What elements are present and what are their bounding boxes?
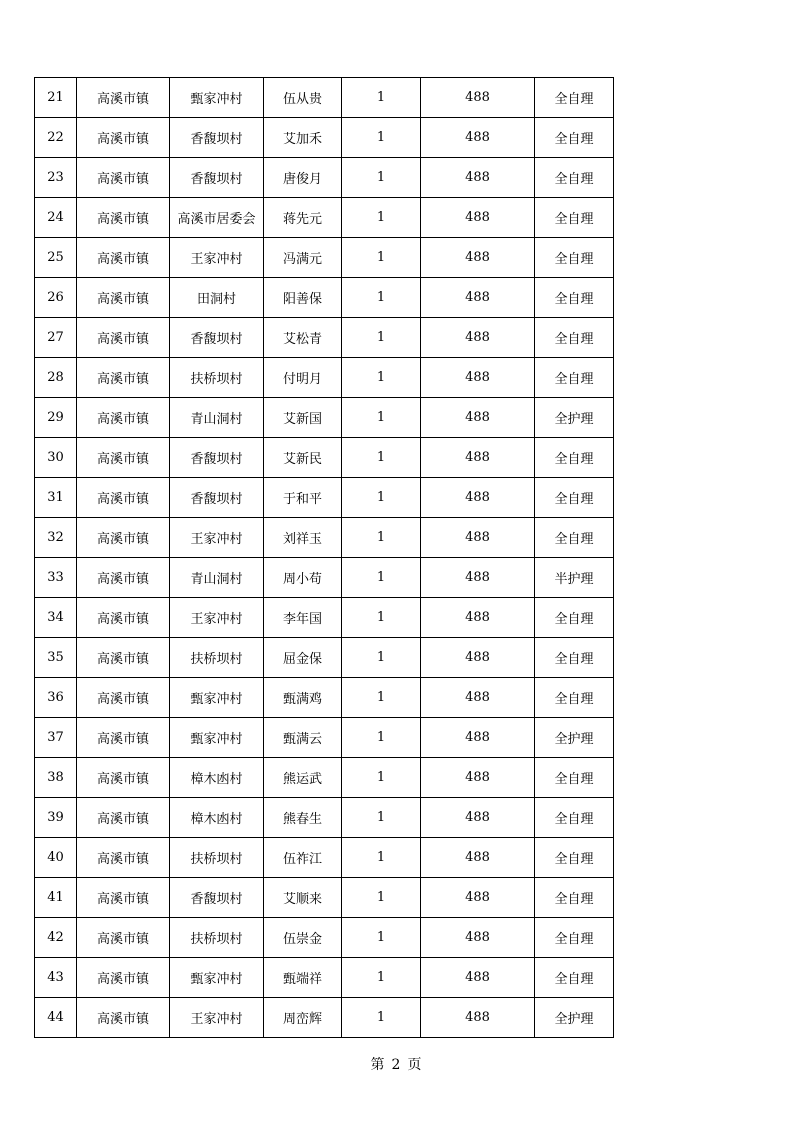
amount-cell: 488: [421, 398, 535, 438]
name-cell: 付明月: [264, 358, 342, 398]
village-cell: 王家冲村: [170, 238, 264, 278]
name-cell: 唐俊月: [264, 158, 342, 198]
table-row: [35, 518, 614, 558]
care-type-cell: 全护理: [535, 398, 614, 438]
amount-cell: 488: [421, 718, 535, 758]
care-type-cell: 半护理: [535, 558, 614, 598]
name-cell: 伍祚江: [264, 838, 342, 878]
town-cell: 高溪市镇: [77, 838, 170, 878]
care-type-cell: 全自理: [535, 518, 614, 558]
village-cell: 甄家冲村: [170, 718, 264, 758]
table-row: [35, 918, 614, 958]
village-cell: 扶桥坝村: [170, 838, 264, 878]
count-cell: 1: [342, 478, 421, 518]
care-type-cell: 全护理: [535, 718, 614, 758]
amount-cell: 488: [421, 238, 535, 278]
table-row: [35, 678, 614, 718]
care-type-cell: 全自理: [535, 158, 614, 198]
count-cell: 1: [342, 558, 421, 598]
town-cell: 高溪市镇: [77, 758, 170, 798]
town-cell: 高溪市镇: [77, 118, 170, 158]
count-cell: 1: [342, 638, 421, 678]
table-row: [35, 718, 614, 758]
count-cell: 1: [342, 518, 421, 558]
care-type-cell: 全自理: [535, 318, 614, 358]
name-cell: 艾松青: [264, 318, 342, 358]
roster-body: [35, 78, 614, 1038]
care-type-cell: 全自理: [535, 278, 614, 318]
care-type-cell: 全自理: [535, 678, 614, 718]
name-cell: 阳善保: [264, 278, 342, 318]
count-cell: 1: [342, 118, 421, 158]
name-cell: 熊运武: [264, 758, 342, 798]
count-cell: 1: [342, 438, 421, 478]
amount-cell: 488: [421, 758, 535, 798]
serial-cell: 24: [35, 198, 77, 238]
amount-cell: 488: [421, 278, 535, 318]
village-cell: 甄家冲村: [170, 958, 264, 998]
care-type-cell: 全自理: [535, 238, 614, 278]
serial-cell: 21: [35, 78, 77, 118]
table-row: [35, 958, 614, 998]
name-cell: 伍崇金: [264, 918, 342, 958]
village-cell: 香馥坝村: [170, 878, 264, 918]
village-cell: 甄家冲村: [170, 78, 264, 118]
count-cell: 1: [342, 238, 421, 278]
table-row: [35, 118, 614, 158]
name-cell: 艾加禾: [264, 118, 342, 158]
serial-cell: 43: [35, 958, 77, 998]
name-cell: 冯满元: [264, 238, 342, 278]
name-cell: 周峦辉: [264, 998, 342, 1038]
table-row: [35, 998, 614, 1038]
town-cell: 高溪市镇: [77, 998, 170, 1038]
care-type-cell: 全护理: [535, 998, 614, 1038]
count-cell: 1: [342, 878, 421, 918]
count-cell: 1: [342, 598, 421, 638]
amount-cell: 488: [421, 798, 535, 838]
care-type-cell: 全自理: [535, 478, 614, 518]
town-cell: 高溪市镇: [77, 678, 170, 718]
serial-cell: 38: [35, 758, 77, 798]
table-row: [35, 278, 614, 318]
name-cell: 屈金保: [264, 638, 342, 678]
count-cell: 1: [342, 358, 421, 398]
serial-cell: 33: [35, 558, 77, 598]
serial-cell: 44: [35, 998, 77, 1038]
town-cell: 高溪市镇: [77, 358, 170, 398]
town-cell: 高溪市镇: [77, 478, 170, 518]
count-cell: 1: [342, 78, 421, 118]
serial-cell: 42: [35, 918, 77, 958]
town-cell: 高溪市镇: [77, 598, 170, 638]
name-cell: 甄满鸡: [264, 678, 342, 718]
serial-cell: 28: [35, 358, 77, 398]
count-cell: 1: [342, 678, 421, 718]
amount-cell: 488: [421, 918, 535, 958]
care-type-cell: 全自理: [535, 918, 614, 958]
name-cell: 艾顺来: [264, 878, 342, 918]
village-cell: 扶桥坝村: [170, 638, 264, 678]
care-type-cell: 全自理: [535, 958, 614, 998]
table-row: [35, 878, 614, 918]
town-cell: 高溪市镇: [77, 518, 170, 558]
village-cell: 王家冲村: [170, 518, 264, 558]
amount-cell: 488: [421, 158, 535, 198]
village-cell: 王家冲村: [170, 998, 264, 1038]
name-cell: 甄满云: [264, 718, 342, 758]
serial-cell: 23: [35, 158, 77, 198]
count-cell: 1: [342, 958, 421, 998]
care-type-cell: 全自理: [535, 358, 614, 398]
amount-cell: 488: [421, 438, 535, 478]
page-number: 2: [391, 1057, 402, 1073]
care-type-cell: 全自理: [535, 878, 614, 918]
village-cell: 樟木凼村: [170, 798, 264, 838]
village-cell: 樟木凼村: [170, 758, 264, 798]
village-cell: 香馥坝村: [170, 438, 264, 478]
name-cell: 伍从贵: [264, 78, 342, 118]
amount-cell: 488: [421, 78, 535, 118]
roster-table: [34, 77, 614, 1038]
name-cell: 周小苟: [264, 558, 342, 598]
serial-cell: 36: [35, 678, 77, 718]
town-cell: 高溪市镇: [77, 798, 170, 838]
town-cell: 高溪市镇: [77, 318, 170, 358]
amount-cell: 488: [421, 198, 535, 238]
serial-cell: 26: [35, 278, 77, 318]
name-cell: 甄端祥: [264, 958, 342, 998]
serial-cell: 40: [35, 838, 77, 878]
town-cell: 高溪市镇: [77, 238, 170, 278]
village-cell: 香馥坝村: [170, 118, 264, 158]
town-cell: 高溪市镇: [77, 278, 170, 318]
village-cell: 香馥坝村: [170, 158, 264, 198]
town-cell: 高溪市镇: [77, 878, 170, 918]
name-cell: 李年国: [264, 598, 342, 638]
serial-cell: 22: [35, 118, 77, 158]
table-row: [35, 758, 614, 798]
page-label-suffix: 页: [407, 1057, 423, 1073]
amount-cell: 488: [421, 998, 535, 1038]
amount-cell: 488: [421, 838, 535, 878]
serial-cell: 25: [35, 238, 77, 278]
table-row: [35, 798, 614, 838]
count-cell: 1: [342, 718, 421, 758]
care-type-cell: 全自理: [535, 598, 614, 638]
village-cell: 青山洞村: [170, 398, 264, 438]
village-cell: 高溪市居委会: [170, 198, 264, 238]
village-cell: 田洞村: [170, 278, 264, 318]
amount-cell: 488: [421, 958, 535, 998]
name-cell: 艾新民: [264, 438, 342, 478]
village-cell: 甄家冲村: [170, 678, 264, 718]
amount-cell: 488: [421, 638, 535, 678]
care-type-cell: 全自理: [535, 198, 614, 238]
serial-cell: 32: [35, 518, 77, 558]
table-row: [35, 838, 614, 878]
village-cell: 香馥坝村: [170, 478, 264, 518]
care-type-cell: 全自理: [535, 78, 614, 118]
amount-cell: 488: [421, 358, 535, 398]
table-row: [35, 198, 614, 238]
table-row: [35, 78, 614, 118]
town-cell: 高溪市镇: [77, 558, 170, 598]
care-type-cell: 全自理: [535, 838, 614, 878]
amount-cell: 488: [421, 558, 535, 598]
table-row: [35, 438, 614, 478]
town-cell: 高溪市镇: [77, 958, 170, 998]
village-cell: 扶桥坝村: [170, 358, 264, 398]
name-cell: 艾新国: [264, 398, 342, 438]
serial-cell: 29: [35, 398, 77, 438]
amount-cell: 488: [421, 598, 535, 638]
amount-cell: 488: [421, 518, 535, 558]
count-cell: 1: [342, 918, 421, 958]
town-cell: 高溪市镇: [77, 638, 170, 678]
name-cell: 蒋先元: [264, 198, 342, 238]
care-type-cell: 全自理: [535, 758, 614, 798]
count-cell: 1: [342, 158, 421, 198]
table-row: [35, 238, 614, 278]
care-type-cell: 全自理: [535, 798, 614, 838]
town-cell: 高溪市镇: [77, 78, 170, 118]
amount-cell: 488: [421, 318, 535, 358]
count-cell: 1: [342, 198, 421, 238]
serial-cell: 27: [35, 318, 77, 358]
count-cell: 1: [342, 998, 421, 1038]
amount-cell: 488: [421, 678, 535, 718]
name-cell: 熊春生: [264, 798, 342, 838]
name-cell: 刘祥玉: [264, 518, 342, 558]
table-row: [35, 358, 614, 398]
serial-cell: 37: [35, 718, 77, 758]
count-cell: 1: [342, 318, 421, 358]
table-row: [35, 158, 614, 198]
count-cell: 1: [342, 838, 421, 878]
amount-cell: 488: [421, 118, 535, 158]
serial-cell: 35: [35, 638, 77, 678]
town-cell: 高溪市镇: [77, 438, 170, 478]
care-type-cell: 全自理: [535, 118, 614, 158]
table-row: [35, 638, 614, 678]
table-row: [35, 318, 614, 358]
table-row: [35, 478, 614, 518]
count-cell: 1: [342, 278, 421, 318]
count-cell: 1: [342, 758, 421, 798]
town-cell: 高溪市镇: [77, 398, 170, 438]
page-footer: [0, 1054, 793, 1074]
village-cell: 扶桥坝村: [170, 918, 264, 958]
amount-cell: 488: [421, 478, 535, 518]
town-cell: 高溪市镇: [77, 718, 170, 758]
serial-cell: 39: [35, 798, 77, 838]
serial-cell: 34: [35, 598, 77, 638]
town-cell: 高溪市镇: [77, 918, 170, 958]
care-type-cell: 全自理: [535, 638, 614, 678]
table-row: [35, 558, 614, 598]
count-cell: 1: [342, 798, 421, 838]
town-cell: 高溪市镇: [77, 198, 170, 238]
amount-cell: 488: [421, 878, 535, 918]
serial-cell: 31: [35, 478, 77, 518]
serial-cell: 30: [35, 438, 77, 478]
table-row: [35, 398, 614, 438]
village-cell: 王家冲村: [170, 598, 264, 638]
town-cell: 高溪市镇: [77, 158, 170, 198]
name-cell: 于和平: [264, 478, 342, 518]
serial-cell: 41: [35, 878, 77, 918]
care-type-cell: 全自理: [535, 438, 614, 478]
page-label-prefix: 第: [370, 1057, 386, 1073]
village-cell: 青山洞村: [170, 558, 264, 598]
village-cell: 香馥坝村: [170, 318, 264, 358]
table-row: [35, 598, 614, 638]
count-cell: 1: [342, 398, 421, 438]
